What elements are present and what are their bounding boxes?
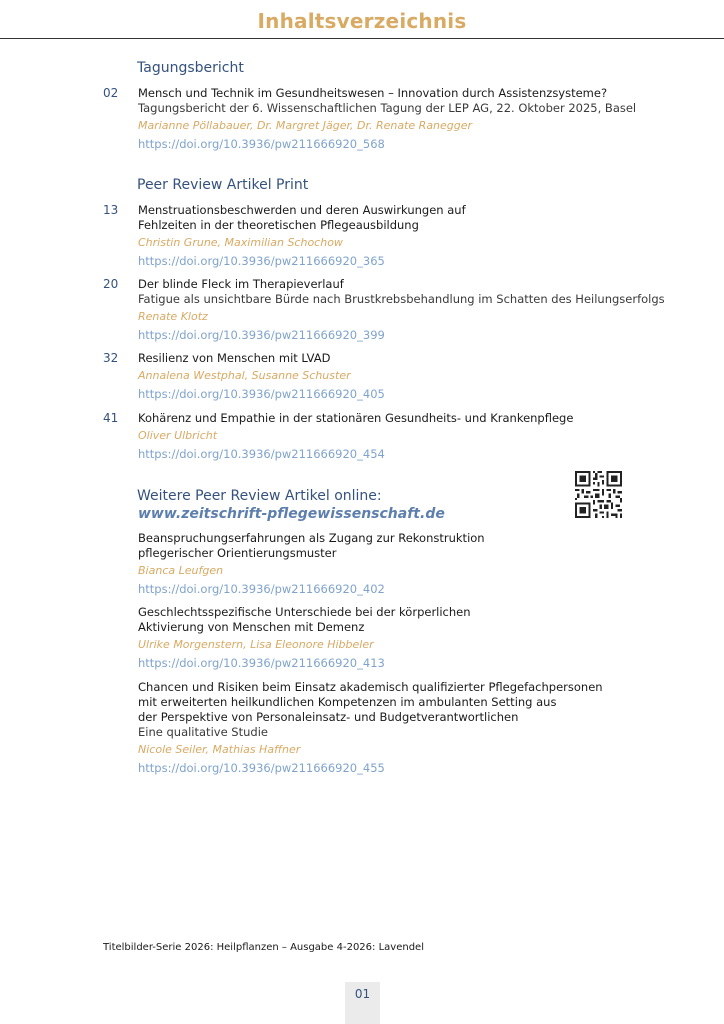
- entry-doi-link[interactable]: https://doi.org/10.3936/pw211666920_365: [138, 254, 385, 268]
- entry-title[interactable]: Resilienz von Menschen mit LVAD: [138, 351, 331, 365]
- entry-title[interactable]: mit erweiterten heilkundlichen Kompetenzen im ambulanten Setting aus: [138, 695, 557, 709]
- entry-doi-link[interactable]: https://doi.org/10.3936/pw211666920_402: [138, 582, 385, 596]
- qr-code-icon[interactable]: [575, 471, 622, 518]
- entry-doi-link[interactable]: https://doi.org/10.3936/pw211666920_455: [138, 761, 385, 775]
- entry-doi-link[interactable]: https://doi.org/10.3936/pw211666920_413: [138, 656, 385, 670]
- entry-subtitle: Fatigue als unsichtbare Bürde nach Brustkrebsbehandlung im Schatten des Heilungserfolgs: [138, 292, 665, 306]
- entry-doi-link[interactable]: https://doi.org/10.3936/pw211666920_399: [138, 328, 385, 342]
- entry-subtitle: Eine qualitative Studie: [138, 725, 268, 739]
- entry-doi-link[interactable]: https://doi.org/10.3936/pw211666920_405: [138, 387, 385, 401]
- section-heading-tagungsbericht: Tagungsbericht: [137, 60, 244, 76]
- entry-authors: Ulrike Morgenstern, Lisa Eleonore Hibbeler: [138, 638, 374, 651]
- entry-title[interactable]: Chancen und Risiken beim Einsatz akademisch qualifizierter Pflegefachpersonen: [138, 680, 603, 694]
- entry-authors: Annalena Westphal, Susanne Schuster: [138, 369, 351, 382]
- entry-title[interactable]: Geschlechtsspezifische Unterschiede bei der körperlichen: [138, 605, 471, 619]
- journal-website-link[interactable]: www.zeitschrift-pflegewissenschaft.de: [138, 506, 445, 522]
- entry-page-number: 13: [103, 203, 119, 217]
- entry-doi-link[interactable]: https://doi.org/10.3936/pw211666920_568: [138, 137, 385, 151]
- entry-title[interactable]: Fehlzeiten in der theoretischen Pflegeausbildung: [138, 218, 419, 232]
- entry-title[interactable]: Beanspruchungserfahrungen als Zugang zur Rekonstruktion: [138, 531, 485, 545]
- entry-title[interactable]: Aktivierung von Menschen mit Demenz: [138, 620, 365, 634]
- entry-title[interactable]: Der blinde Fleck im Therapieverlauf: [138, 277, 344, 291]
- entry-title[interactable]: Mensch und Technik im Gesundheitswesen – Innovation durch Assistenzsysteme?: [138, 86, 608, 100]
- section-heading-peer-review-print: Peer Review Artikel Print: [137, 177, 309, 193]
- entry-page-number: 41: [103, 411, 119, 425]
- entry-authors: Christin Grune, Maximilian Schochow: [138, 236, 343, 249]
- entry-page-number: 02: [103, 86, 119, 100]
- entry-authors: Bianca Leufgen: [138, 564, 224, 577]
- page-header: [0, 0, 724, 39]
- entry-subtitle: Tagungsbericht der 6. Wissenschaftlichen Tagung der LEP AG, 22. Oktober 2025, Basel: [138, 101, 637, 115]
- entry-authors: Nicole Seiler, Mathias Haffner: [138, 743, 301, 756]
- entry-authors: Oliver Ulbricht: [138, 429, 218, 442]
- entry-page-number: 32: [103, 351, 119, 365]
- entry-authors: Marianne Pöllabauer, Dr. Margret Jäger, Dr. Renate Ranegger: [138, 119, 473, 132]
- entry-title[interactable]: pflegerischer Orientierungsmuster: [138, 546, 337, 560]
- entry-page-number: 20: [103, 277, 119, 291]
- cover-image-note: Titelbilder-Serie 2026: Heilpflanzen – Ausgabe 4-2026: Lavendel: [103, 942, 424, 953]
- entry-title[interactable]: Menstruationsbeschwerden und deren Auswirkungen auf: [138, 203, 466, 217]
- section-heading-peer-review-online: Weitere Peer Review Artikel online:: [137, 488, 382, 504]
- entry-authors: Renate Klotz: [138, 310, 208, 323]
- page-number: 01: [354, 987, 371, 1001]
- entry-doi-link[interactable]: https://doi.org/10.3936/pw211666920_454: [138, 447, 385, 461]
- entry-title[interactable]: Kohärenz und Empathie in der stationären Gesundheits- und Krankenpflege: [138, 411, 574, 425]
- entry-title[interactable]: der Perspektive von Personaleinsatz- und Budgetverantwortlichen: [138, 710, 519, 724]
- page-title: Inhaltsverzeichnis: [257, 9, 467, 33]
- page-number-box: [345, 982, 380, 1024]
